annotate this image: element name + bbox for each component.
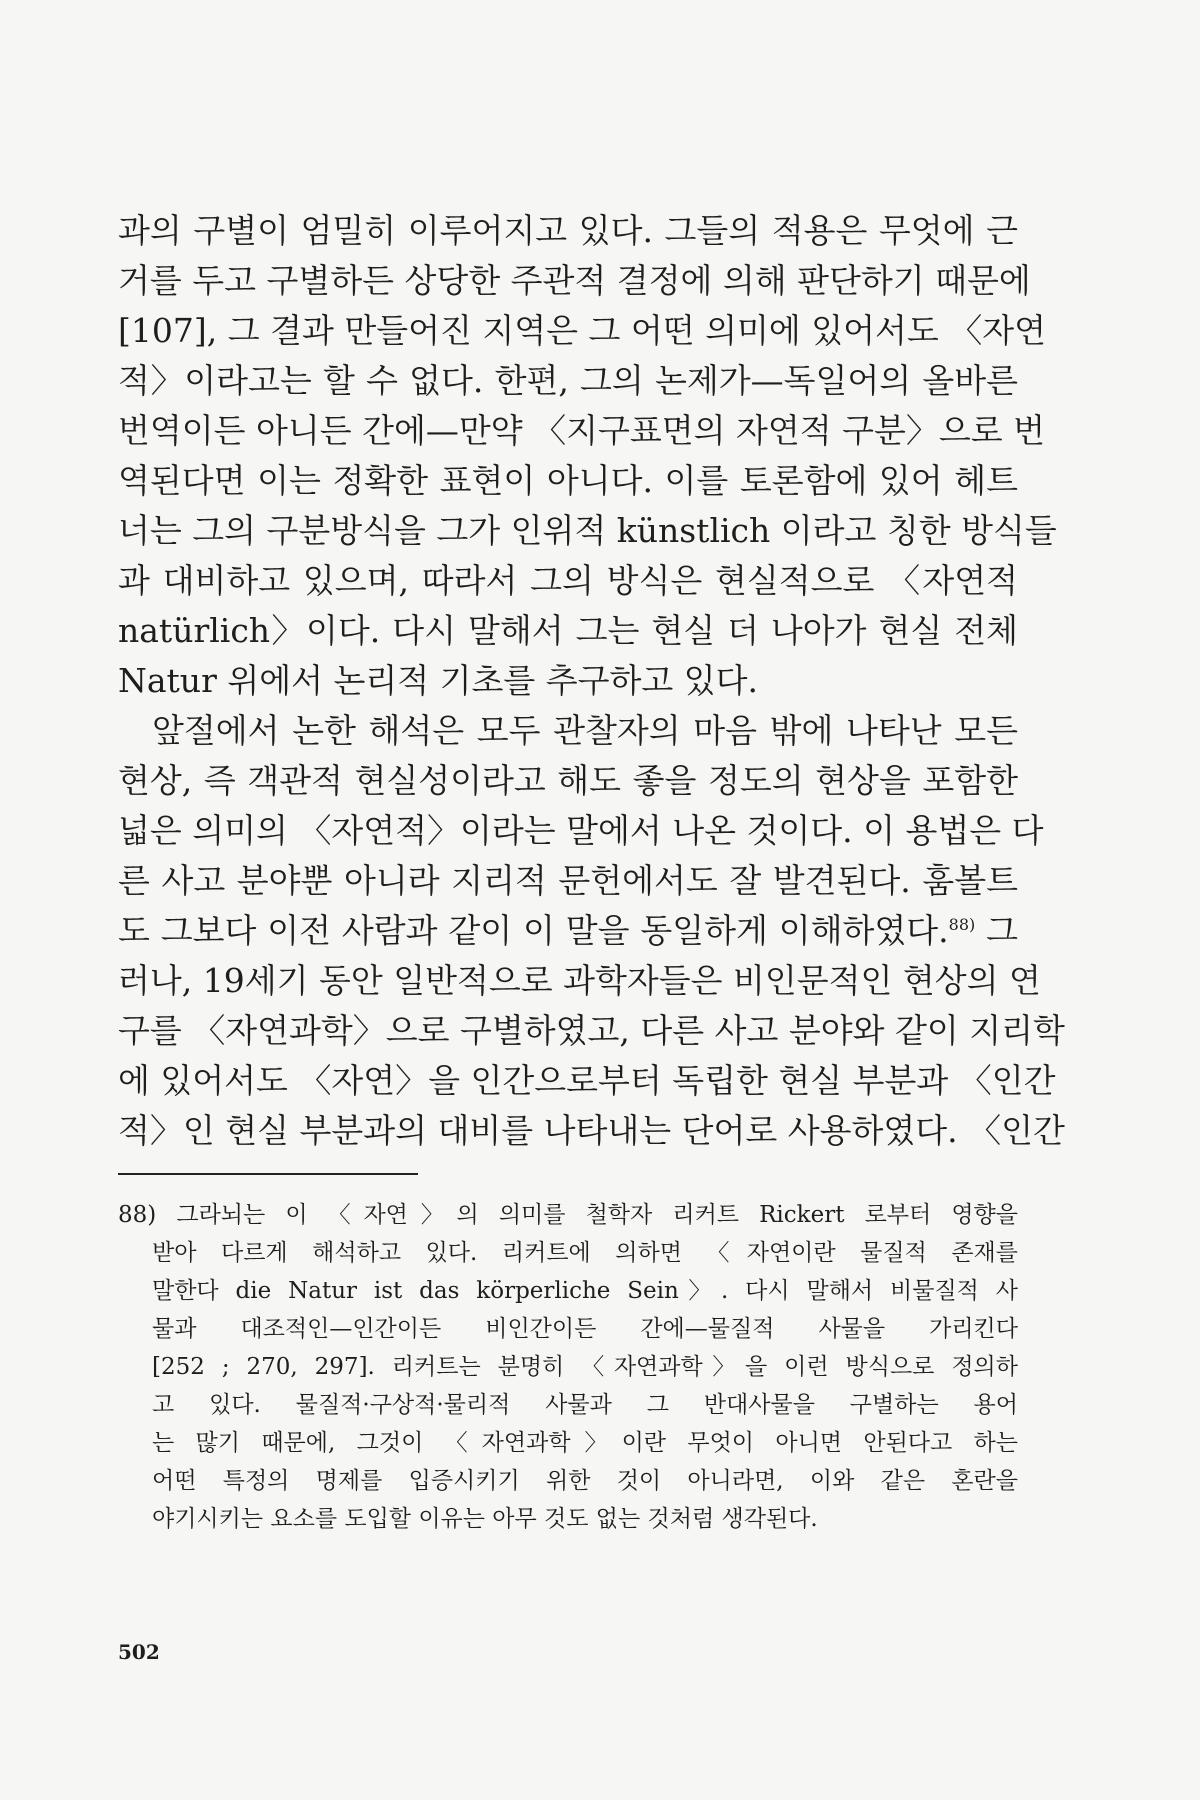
- text-line: natürlich〉이다. 다시 말해서 그는 현실 더 나아가 현실 전체: [118, 611, 1018, 650]
- main-text: [118, 206, 1065, 1156]
- footnote-line: [252 ; 270, 297]. 리커트는 분명히 〈자연과학〉을 이런 방식으로 정의하: [152, 1354, 1018, 1380]
- text-line: 러나, 19세기 동안 일반적으로 과학자들은 비인문적인 현상의 연: [118, 961, 1041, 1000]
- page-number: 502: [118, 1640, 160, 1664]
- footnote-line: 어떤 특정의 명제를 입증시키기 위한 것이 아니라면, 이와 같은 혼란을: [152, 1468, 1018, 1494]
- text-line: 역된다면 이는 정확한 표현이 아니다. 이를 토론함에 있어 헤트: [118, 461, 1018, 500]
- footnote-line: 야기시키는 요소를 도입할 이유는 아무 것도 없는 것처럼 생각된다.: [152, 1506, 818, 1532]
- footnote-divider: [118, 1173, 418, 1175]
- text-line: 넓은 의미의 〈자연적〉이라는 말에서 나온 것이다. 이 용법은 다: [118, 811, 1044, 850]
- text-segment: 그: [975, 911, 1018, 950]
- text-line: 번역이든 아니든 간에—만약 〈지구표면의 자연적 구분〉으로 번: [118, 411, 1046, 450]
- footnote-line: 는 많기 때문에, 그것이 〈자연과학〉이란 무엇이 아니면 안된다고 하는: [152, 1430, 1018, 1456]
- footnote: [118, 1196, 1018, 1538]
- text-line: 구를 〈자연과학〉으로 구별하였고, 다른 사고 분야와 같이 지리학: [118, 1011, 1065, 1050]
- text-line: 적〉이라고는 할 수 없다. 한편, 그의 논제가—독일어의 올바른: [118, 361, 1018, 400]
- footnote-line: 고 있다. 물질적·구상적·물리적 사물과 그 반대사물을 구별하는 용어: [152, 1392, 1018, 1418]
- text-line: 과 대비하고 있으며, 따라서 그의 방식은 현실적으로 〈자연적: [118, 561, 1018, 600]
- text-line: 현상, 즉 객관적 현실성이라고 해도 좋을 정도의 현상을 포함한: [118, 761, 1018, 800]
- footnote-line: 말한다 die Natur ist das körperliche Sein〉. 다시 말해서 비물질적 사: [152, 1278, 1018, 1304]
- footnote-line: 물과 대조적인—인간이든 비인간이든 간에—물질적 사물을 가리킨다: [152, 1316, 1018, 1342]
- text-line: 른 사고 분야뿐 아니라 지리적 문헌에서도 잘 발견된다. 훔볼트: [118, 861, 1018, 900]
- footnote-line: 88) 그라뇌는 이 〈자연〉의 의미를 철학자 리커트 Rickert 로부터 영향을: [118, 1202, 1018, 1228]
- text-line: 적〉인 현실 부분과의 대비를 나타내는 단어로 사용하였다. 〈인간: [118, 1111, 1065, 1150]
- text-line: [107], 그 결과 만들어진 지역은 그 어떤 의미에 있어서도 〈자연: [118, 311, 1046, 350]
- text-line: 너는 그의 구분방식을 그가 인위적 künstlich 이라고 칭한 방식들: [118, 511, 1057, 550]
- text-line: Natur 위에서 논리적 기초를 추구하고 있다.: [118, 661, 758, 700]
- text-segment: 도 그보다 이전 사람과 같이 이 말을 동일하게 이해하였다.: [118, 911, 949, 950]
- text-line-with-footnote-ref: [118, 906, 1018, 956]
- text-line: 에 있어서도 〈자연〉을 인간으로부터 독립한 현실 부분과 〈인간: [118, 1061, 1056, 1100]
- footnote-reference: 88): [948, 915, 976, 934]
- text-line: 거를 두고 구별하든 상당한 주관적 결정에 의해 판단하기 때문에: [118, 261, 1031, 300]
- footnote-line: 받아 다르게 해석하고 있다. 리커트에 의하면 〈자연이란 물질적 존재를: [152, 1240, 1018, 1266]
- text-line: 과의 구별이 엄밀히 이루어지고 있다. 그들의 적용은 무엇에 근: [118, 211, 1018, 250]
- text-line: 앞절에서 논한 해석은 모두 관찰자의 마음 밖에 나타난 모든: [152, 711, 1018, 750]
